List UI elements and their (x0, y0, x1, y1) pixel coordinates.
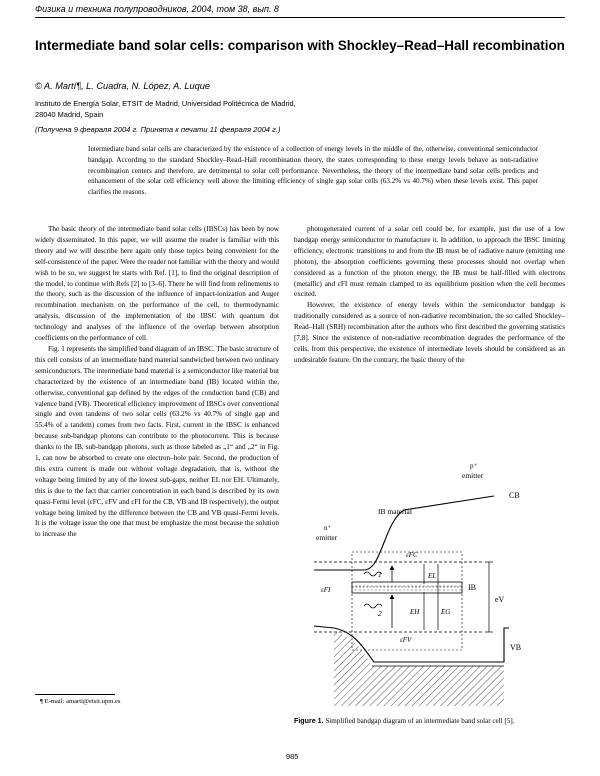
n-emitter-label: emitter (316, 533, 338, 542)
abstract: Intermediate band solar cells are characterized by the existence of a collection of energy levels in the middle of the, otherwise, conventional semiconductor bandgap. According to the standard Shockley–Read–Hall recombination theory, the states corresponding to these energy levels behave as non-radiative recombination centers and therefore, are detrimental to solar cell performance. Nevertheless, the theory of the intermediate band solar cells predicts and enhancement of the solar cell efficiency well above the limiting efficiency of single gap solar cells (63.2% vs 40.7%) when these levels exist. This paper clarifies the reasons. (88, 145, 538, 197)
photon-wiggle-2 (364, 604, 382, 608)
p-emitter-label: emitter (462, 471, 484, 480)
footnote: ¶ E-mail: amarti@etsit.upm.es (40, 698, 121, 705)
eh-label: EH (410, 608, 420, 616)
right-column (294, 224, 565, 366)
eg-label: EG (441, 608, 451, 616)
affiliation-line-1: Instituto de Energía Solar, ETSIT de Madrid, Universidad Politécnica de Madrid, (35, 99, 296, 108)
efc-label: εFC (406, 551, 418, 559)
received-dates: (Получена 9 февраля 2004 г. Принята к печати 11 февраля 2004 г.) (35, 125, 281, 134)
page-number: 985 (286, 752, 299, 761)
efi-label: εFI (321, 586, 331, 594)
intermediate-band (352, 582, 462, 593)
paragraph: photogenerated current of a solar cell could be, for example, just the use of a low bandgap energy semiconductor to manufacture it. In addition, to approach the IBSC limiting efficiency, electronic transitions to and from the IB must be of radiative nature (emitting one photon), the absorption coefficients governing these processes should not overlap when considered as a function of the photon energy, the IB must be half-filled with electrons (metallic) and εFI must remain clamped to its equilibrium position when the cell becomes excited. (294, 225, 565, 299)
band-diagram-figure (294, 456, 565, 712)
cb-label: CB (509, 491, 520, 500)
vb-label: VB (510, 643, 522, 652)
paragraph: The basic theory of the intermediate band solar cells (IBSCs) has been by now widely disseminated. In this paper, we will assume the reader is familiar with this theory and we will describe here again only those topics being convenient for the self-consistence of the paper. Were the reader not familiar with the theory and would wish to be so, we suggest he starts with Ref. [1], to find the original description of the model, to continue with Refs [2] to [3–6]. There he will find from refinements to the theory, such as the discussion of the influence of impact-ionization and Auger recombination mechanism on the performance of the cell, to thermodynamic analysis, discussion of the implementation of the IBSC with quantum dot technology and analyses of the influence of the overlap between absorption coefficients on the performance of cell. (35, 225, 279, 343)
photon-2-label: 2 (378, 609, 382, 618)
figure-caption-text: Simplified bandgap diagram of an intermediate band solar cell [5]. (325, 717, 515, 725)
p-emitter-superscript: p⁺ (470, 462, 478, 470)
journal-header: Физика и техника полупроводников, 2004, том 38, вып. 8 (35, 4, 279, 14)
header-rule (35, 17, 565, 18)
ib-label: IB (468, 583, 476, 592)
paragraph: However, the existence of energy levels within the semiconductor bandgap is traditionally considered as a source of non-radiative recombination, the so called Shockley–Read–Hall (SRH) recombination after the authors who first described the governing statistics [7,8]. Since the existence of non-radiative recombination degrades the performance of the cells, from this perspective, the existence of intermediate levels should be considered as an undesirable feature. On the contrary, the basic theory of the (294, 301, 565, 364)
figure-caption (294, 716, 565, 726)
figure-caption-label: Figure 1. (294, 717, 324, 725)
affiliation-line-2: 28040 Madrid, Spain (35, 110, 104, 119)
ib-material-label: IB material (378, 507, 412, 516)
affiliation (35, 98, 435, 120)
el-label: EL (428, 572, 437, 580)
ev-label: eV (495, 595, 505, 604)
n-emitter-superscript: n⁺ (324, 524, 332, 532)
efv-label: εFV (400, 636, 412, 644)
left-column (35, 224, 279, 540)
article-title: Intermediate band solar cells: comparison with Shockley–Read–Hall recombination (35, 38, 565, 53)
photon-1-label: 1 (378, 570, 382, 579)
footnote-rule (35, 694, 115, 695)
paragraph: Fig. 1 represents the simplified band diagram of an IBSC. The basic structure of this cell consists of an intermediate band material sandwiched between two ordinary semiconductors. The intermediate band material is a semiconductor like material but characterized by the existence of an intermediate band (IB) located within the, otherwise, conventional gap defined by the edges of the conduction band (CB) and valence band (VB). Theoretical efficiency improvement of IBSCs over conventional single and even tandems of two solar cells (63.2% vs 40.7% of single gap and 55.4% of a tandem) comes from two facts. First, current in the IBSC is enhanced because sub-bandgap photons can contribute to the photocurrent. This is because thanks to the IB, sub-bandgap photons, such as those labeled as „1“ and „2“ in Fig. 1, can now be absorbed to create one electron–hole pair. Second, the production of this extra current is made out without voltage degradation, that is, without the voltage being limited by any of the lowest sub-gaps, neither EL nor EH. Ultimately, this is due to the fact that carrier concentration in each band is described by its own quasi-Fermi level (εFC, εFV and εFI for the CB, VB and IB respectively), the output voltage being limited by the difference between the CB and VB quasi-Fermi levels. It is the voltage issue the one that must be emphasize the most because the solution to increase the (35, 344, 279, 539)
article-authors: © A. Martí¶, L. Cuadra, N. López, A. Luque (35, 81, 210, 91)
